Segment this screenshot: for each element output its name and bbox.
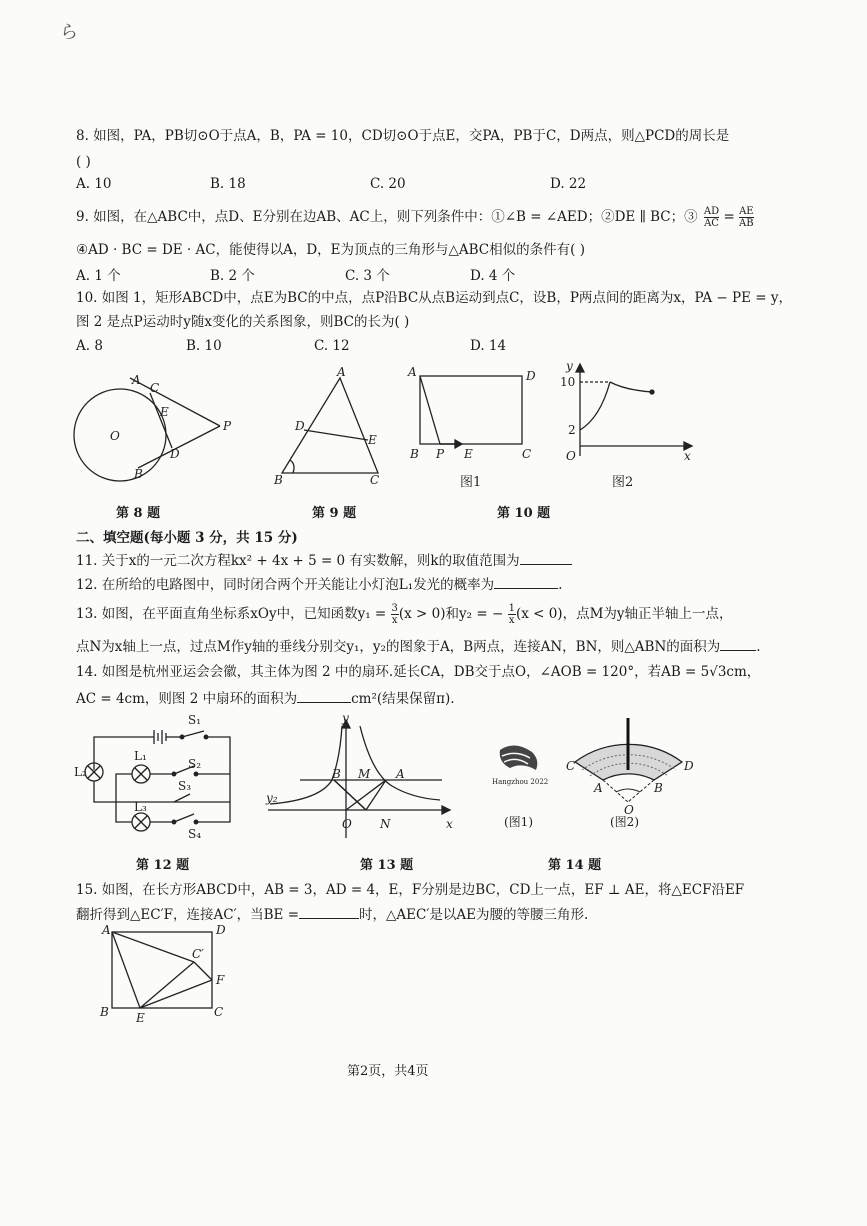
fig15-diagram [90,920,250,1030]
q11-answer-blank[interactable] [520,550,572,565]
q9-fraction-ae-ab [739,206,754,229]
fig13-label-y: y [342,711,349,725]
fig12-wire-s4-right [196,802,230,822]
fig12-switch-s1[interactable] [182,731,204,737]
fig12-label-l2: L₂ [74,765,87,779]
q9-frac1-num: AD [703,206,720,217]
q10-option-d: D. 14 [470,338,507,354]
q15-line2-a: 翻折得到△EC′F，连接AC′，当BE = [76,907,300,923]
fig10a-label-e: E [464,447,473,461]
fig9-caption: 第 9 题 [312,506,357,521]
fig10a-label-c: C [522,447,532,461]
fig9-segment-de [304,430,368,440]
q9-line1 [76,206,754,229]
fig9-label-d: D [295,419,305,433]
fig10b-label-x: x [684,449,691,463]
q9-line2: ④AD · BC = DE · AC，能使得以A，D，E为顶点的三角形与△ABC相似的条件有( ) [76,242,585,258]
fig12-label-s4: S₄ [188,827,202,841]
q13-end: . [756,639,761,655]
fig13-x-arrow [442,806,450,814]
fig14-angle-arc [616,789,640,792]
q9-frac2-den: AB [739,218,754,229]
fig8-label-d: D [170,447,180,461]
q13-fraction-2 [508,603,516,626]
fig10b-label-o: O [566,449,576,463]
fig14-subcaption-1: (图1) [504,815,533,829]
fig10b-y-arrow [576,364,584,372]
q9-option-c: C. 3 个 [345,268,390,284]
q15-answer-blank[interactable] [299,904,359,919]
fig13-caption: 第 13 题 [360,858,414,873]
q10-option-a: A. 8 [76,338,103,354]
fig15-segment-ae [112,932,140,1008]
fig14-subcaption-2: (图2) [610,815,639,829]
q8-option-b: B. 18 [210,176,246,192]
fig12-circuit [85,730,230,831]
fig14-dash-ao [603,780,628,802]
q13-line2 [76,636,761,657]
fig13-label-n: N [380,817,391,831]
fig9-angle-b-mark [290,460,294,473]
figures-row-2 [70,710,710,850]
q9-option-b: B. 2 个 [210,268,255,284]
fig12-label-l3: L₃ [134,800,147,814]
fig13-label-o: O [342,817,352,831]
fig12-label-l1: L₁ [134,749,147,763]
fig14-label-a: A [594,781,603,795]
q13-f2-den: x [508,615,515,626]
q13-line2-text: 点N为x轴上一点，过点M作y轴的垂线分别交y₁，y₂的图象于A，B两点，连接AN，BN，则△ABN的面积为 [76,639,721,655]
corner-mark: ら [60,22,78,43]
fig14-emblem [492,745,548,786]
q8-option-a: A. 10 [76,176,112,192]
fig15-label-f: F [216,973,225,987]
q8-option-d: D. 22 [550,176,587,192]
fig9-label-c: C [370,473,380,487]
fig15-label-a: A [102,923,111,937]
fig12-wire-bottom-left [94,781,116,802]
fig14-label-b: B [654,781,663,795]
fig10b-curve-falling [610,382,652,392]
q11 [76,550,572,571]
q9-line1-text: 9. 如图，在△ABC中，点D、E分别在边AB、AC上，则下列条件中：①∠B = ∠AED；②DE ∥ BC；③ [76,209,698,225]
fig14-caption: 第 14 题 [548,858,602,873]
fig13-segment-an [366,780,386,810]
fig8-tangent-cd [150,393,172,448]
fig9-label-b: B [274,473,283,487]
fig12-label-s2: S₂ [188,757,202,771]
fig10b-graph [576,364,692,456]
fig15-label-e: E [136,1011,145,1025]
q9-option-d: D. 4 个 [470,268,516,284]
fig13-segment-oa [346,780,386,810]
q14-line2-b: cm²(结果保留π). [351,691,455,707]
fig8-label-o: O [110,429,120,443]
q14-line2 [76,688,455,709]
fig15-label-c: C [214,1005,224,1019]
fig13-label-b: B [332,767,341,781]
fig14-dash-bo [628,780,654,802]
fig8-diagram [74,378,220,481]
fig15-segment-ac-prime [112,932,194,962]
fig14-emblem-text: Hangzhou 2022 [492,778,549,786]
fig12-switch-s3[interactable] [174,794,190,802]
fig10a-segment-ap [420,376,440,444]
q9-fraction-ad-ac [704,206,719,229]
q13-line1-a: 13. 如图，在平面直角坐标系xOy中，已知函数y₁ = [76,606,387,622]
fig10a-label-b: B [410,447,419,461]
fig13-label-a: A [396,767,405,781]
q10-line2: 图 2 是点P运动时y随x变化的关系图象，则BC的长为( ) [76,314,410,330]
q10-option-b: B. 10 [186,338,222,354]
fig8-label-e: E [160,405,169,419]
fig13-label-x: x [446,817,453,831]
fig10a-arrow [455,440,462,448]
fig10-caption: 第 10 题 [497,506,551,521]
fig15-label-b: B [100,1005,109,1019]
fig8-label-p: P [223,419,232,433]
q13-f2-num: 1 [508,603,515,614]
q13-line1-c: (x < 0)，点M为y轴正半轴上一点， [515,606,733,622]
q15-line2-b: 时，△AEC′是以AE为腰的等腰三角形. [359,907,589,923]
q15-line1: 15. 如图，在长方形ABCD中，AB = 3，AD = 4，E，F分别是边BC，CD上一点，EF ⊥ AE，将△ECF沿EF [76,882,745,898]
fig10b-label-10: 10 [560,375,576,389]
q12 [76,574,562,595]
q12-answer-blank[interactable] [494,574,558,589]
q8-paren: ( ) [76,154,91,170]
fig15-label-c-prime: C′ [192,947,204,961]
q14-line2-a: AC = 4cm，则图 2 中扇环的面积为 [76,691,298,707]
q9-frac2-num: AE [739,206,754,217]
figures-row-1 [60,360,840,500]
fig8-label-b: B [134,467,143,481]
q12-end: . [558,577,563,593]
fig14-emblem-shape [500,745,538,770]
fig8-tangent-pa [130,378,220,426]
fig15-label-d: D [216,923,226,937]
q13-f1-den: x [391,615,398,626]
q9-eq: = [723,209,735,225]
fig10a-rectangle [420,376,522,444]
fig9-label-e: E [368,433,377,447]
fig8-label-c: C [150,381,160,395]
fig12-switch-s4[interactable] [174,814,194,822]
fig10b-curve-rising [580,382,610,430]
fig8-label-a: A [132,373,141,387]
fig13-curve-y1 [360,726,440,800]
fig10a-label-a: A [408,365,417,379]
q8-option-c: C. 20 [370,176,406,192]
q13-line1-b: (x > 0)和y₂ = − [398,606,504,622]
q13-line1 [76,603,733,626]
q13-f1-num: 3 [391,603,398,614]
q10-option-c: C. 12 [314,338,350,354]
fig10b-endpoint [650,390,654,394]
fig10b-label-2: 2 [568,423,576,437]
fig12-wire-l3 [116,802,132,822]
fig10b-subcaption: 图2 [612,475,634,490]
q13-fraction-1 [391,603,399,626]
fig10a-label-d: D [526,369,536,383]
q11-text: 11. 关于x的一元二次方程kx² + 4x + 5 = 0 有实数解，则k的取值范围为 [76,553,520,569]
fig15-rectangle [112,932,212,1008]
fig15-segment-ef [140,980,212,1008]
fig10a-diagram [420,376,522,448]
fig13-curve-y2 [270,726,342,804]
fig13-segment-bn-2 [334,780,366,810]
fig9-label-a: A [337,365,346,379]
q12-text: 12. 在所给的电路图中，同时闭合两个开关能让小灯泡L₁发光的概率为 [76,577,495,593]
fig10b-label-y: y [566,360,573,373]
q14-line1: 14. 如图是杭州亚运会会徽，其主体为图 2 中的扇环.延长CA，DB交于点O，∠AOB = 120°，若AB = 5√3cm， [76,664,761,680]
fig10a-subcaption: 图1 [460,475,482,490]
fig8-caption: 第 8 题 [116,506,161,521]
fig15-segment-ec-prime [140,962,194,1008]
q9-option-a: A. 1 个 [76,268,121,284]
q13-answer-blank[interactable] [720,636,756,651]
fig12-label-s3: S₃ [178,779,192,793]
fig12-wire-branch [116,774,132,802]
fig8-circle [74,389,166,481]
fig14-label-o: O [624,803,634,817]
fig15-segment-c-prime-f [194,962,212,980]
fig14-label-c: C [566,759,576,773]
fig10a-label-p: P [436,447,445,461]
fig14-sector [575,718,682,802]
fig12-label-s1: S₁ [188,713,202,727]
fig13-label-m: M [358,767,371,781]
section-2-heading: 二、填空题(每小题 3 分，共 15 分) [76,530,298,546]
page-footer: 第2页，共4页 [347,1064,429,1079]
q9-frac1-den: AC [704,218,719,229]
fig12-caption: 第 12 题 [136,858,190,873]
q10-line1: 10. 如图 1，矩形ABCD中，点E为BC的中点，点P沿BC从点B运动到点C，设B，P两点间的距离为x，PA − PE = y， [76,290,792,306]
q14-answer-blank[interactable] [297,688,351,703]
fig14-label-d: D [684,759,694,773]
fig13-label-y2: y₂ [266,791,278,805]
q8-stem: 8. 如图，PA，PB切⊙O于点A，B，PA = 10，CD切⊙O于点E，交PA，PB于C，D两点，则△PCD的周长是 [76,128,730,144]
